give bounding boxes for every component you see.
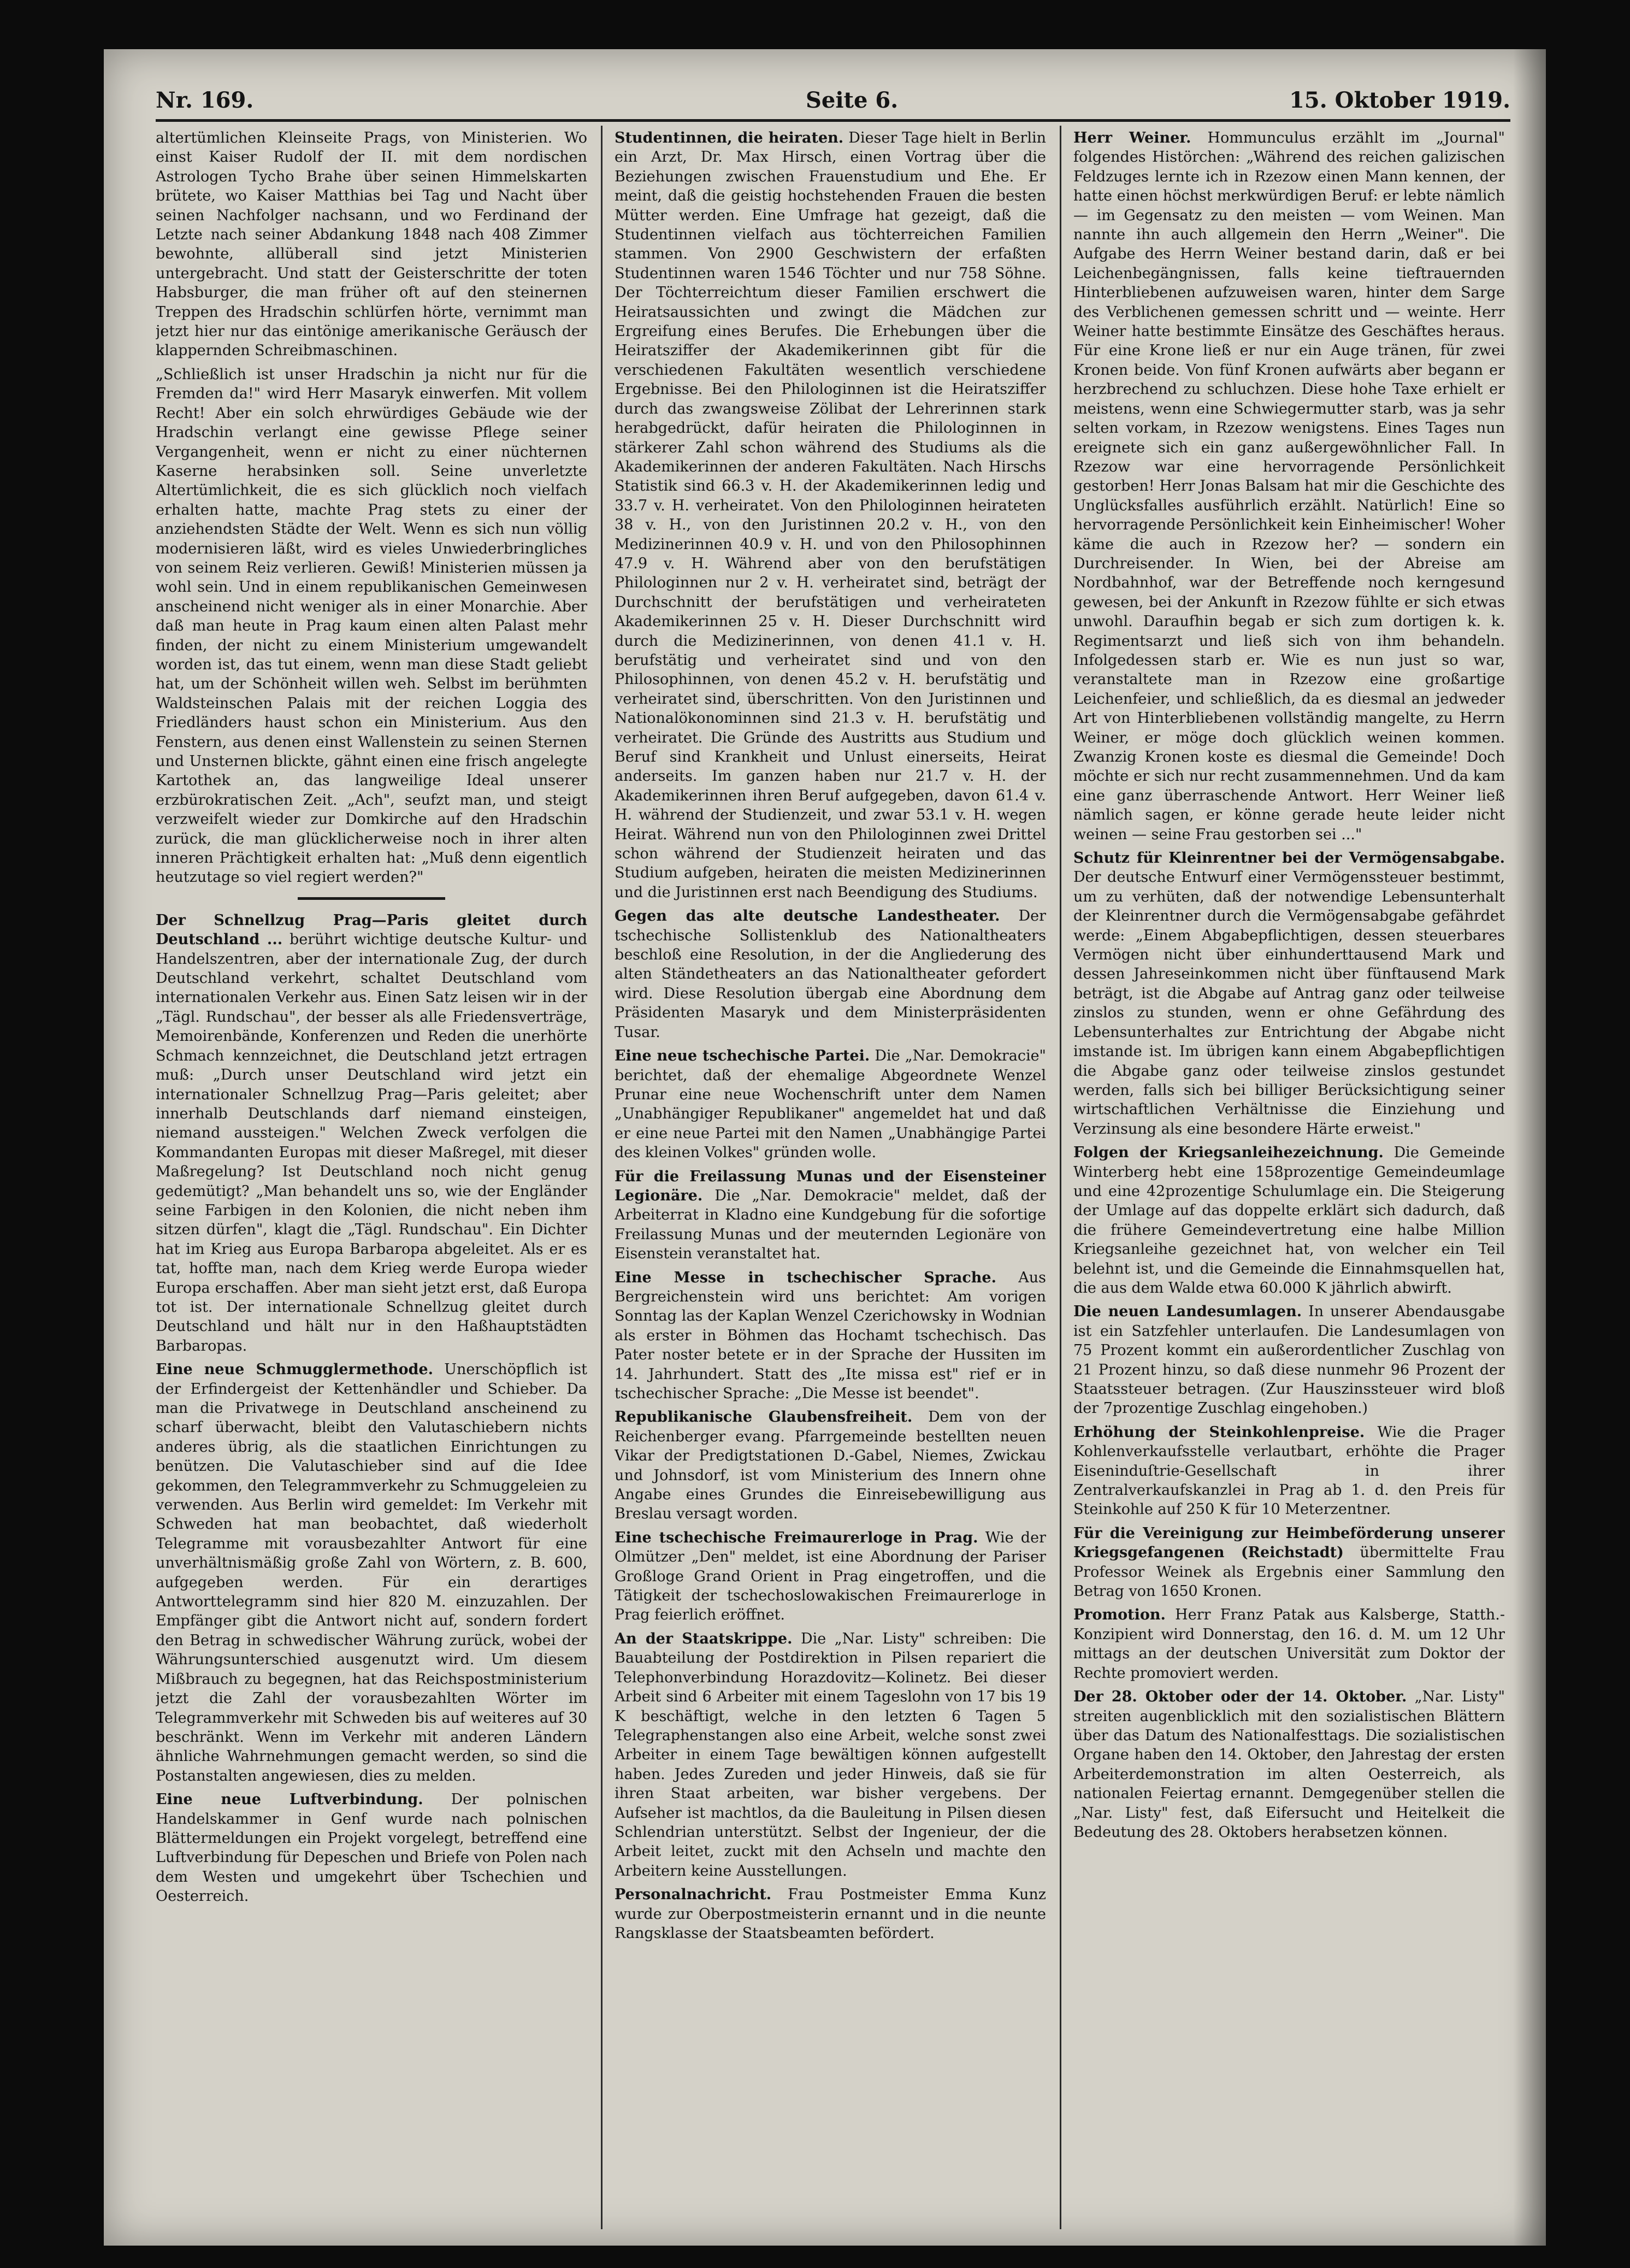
issue-number: Nr. 169. — [156, 87, 254, 113]
article-item — [615, 1268, 1046, 1404]
column-3 — [1073, 128, 1505, 2226]
article-lead: Herr Weiner. — [1073, 129, 1191, 146]
article-item — [156, 911, 587, 1356]
article-item — [156, 1790, 587, 1906]
article-text: Wie die Prager Kohlenverkaufsstelle verlautbart, erhöhte die Prager Eiseninduſtrie-Gesellschaft in ihrer Zentralverkaufskanzlei in Prag ab 1. d. den Preis für Steinkohle auf 250 K für 10 Meterzentner. — [1073, 1423, 1505, 1518]
article-text: Der deutsche Entwurf einer Vermögenssteuer bestimmt, um zu verhüten, daß der notwendige Lebensunterhalt der Kleinrentner durch die Vermögensabgabe gefährdet werde: „Einem Abgabepflichtigen, dessen steuerbares Vermögen nicht über einhunderttausend Mark und dessen Jahreseinkommen nicht über fünftausend Mark beträgt, ist die Abgabe auf Antrag ganz oder teilweise zinslos zu stunden, wenn er ohne Gefährdung des Lebensunterhaltes zur Entrichtung der Abgabe nicht imstande ist. Im übrigen kann einem Abgabepflichtigen die Abgabe ganz oder teilweise zinslos gestundet werden, falls sich bei billiger Berücksichtigung seiner wirtschaftlichen Verhältnisse die Einziehung und Verzinsung als eine besondere Härte erweist." — [1073, 869, 1505, 1138]
page-number: Seite 6. — [806, 87, 899, 113]
article-text: Hommunculus erzählt im „Journal" folgendes Histörchen: „Während des reichen galizischen Feldzuges lernte ich in Rzezow einen Mann kennen, der hatte einen höchst merkwürdigen Beruf: er lebte nämlich — im Gegensatz zu den meisten — vom Weinen. Man nannte ihn auch allgemein den Herrn „Weiner". Die Aufgabe des Herrn Weiner bestand darin, daß er bei Leichenbegängnissen, falls keine tieftrauernden Hinterbliebenen aufzuweisen waren, hinter dem Sarge des Verblichenen gemessen schritt und — weinte. Herr Weiner hatte bestimmte Einsätze des Geschäftes heraus. Für eine Krone ließ er nur ein Auge tränen, für zwei Kronen beide. Von fünf Kronen aufwärts aber begann er herzbrechend zu schluchzen. Diese hohe Taxe erhielt er meistens, wenn eine Schwiegermutter starb, was ja sehr selten vorkam, in Rzezow wenigstens. Eines Tages nun ereignete sich ein ganz außergewöhnlicher Fall. In Rzezow war eine hervorragende Persönlichkeit gestorben! Herr Jonas Balsam hat mir die Geschichte des Unglücksfalles ausführlich erzählt. Natürlich! Eine so hervorragende Persönlichkeit kein Einheimischer! Woher käme die auch in Rzezow her? — sondern ein Durchreisender. In Wien, bei der Abreise am Nordbahnhof, war der Betreffende noch kerngesund gewesen, bei der Ankunft in Rzezow fühlte er sich etwas unwohl. Daraufhin begab er sich zum dortigen k. k. Regimentsarzt und ließ sich von ihm behandeln. Infolgedessen starb er. Wie es nun just so war, veranstaltete man in Rzezow eine großartige Leichenfeier, und schließlich, da es diesmal an jedweder Art von Hinterbliebenen vollständig mangelte, zu Herrn Weiner, er möge doch glücklich weinen kommen. Zwanzig Kronen koste es diesmal die Gemeinde! Doch möchte er sich nur recht zusammennehmen. Und da kam eine ganz überraschende Antwort. Herr Weiner ließ nämlich sagen, er könne gerade heute leider nicht weinen — seine Frau gestorben sei ..." — [1073, 129, 1505, 843]
article-item — [615, 1885, 1046, 1943]
article-lead: Für die Vereinigung zur Heimbeförderung unserer Kriegsgefangenen (Reichstadt) — [1073, 1524, 1505, 1562]
article-lead: Der Schnellzug Prag—Paris gleitet durch Deutschland ... — [156, 911, 587, 949]
article-item — [1073, 128, 1505, 844]
article-text: berührt wichtige deutsche Kultur- und Handelszentren, aber der internationale Zug, der durch Deutschland verkehrt, schaltet Deutschland vom internationalen Verkehr aus. Einen Satz leisen wir in der „Tägl. Rundschau", der besser als alle Friedensverträge, Memoirenbände, Konferenzen und Reden die unerhörte Schmach kennzeichnet, die Deutschland jetzt ertragen muß: „Durch unser Deutschland wird jetzt ein internationaler Schnellzug Prag—Paris geleitet; aber innerhalb Deutschlands darf niemand einsteigen, niemand aussteigen." Welchen Zweck verfolgen die Kommandanten Europas mit dieser Maßregel, mit dieser Maßregelung? Ist Deutschland noch nicht genug gedemütigt? „Man behandelt uns so, wie der Engländer seine Farbigen in den Kolonien, die nicht neben ihm sitzen dürfen", klagt die „Tägl. Rundschau". Ein Dichter hat im Krieg aus Europa Barbaropa abgeleitet. Als er es tat, hoffte man, nach dem Krieg werde Europa wieder Europa erschaffen. Aber man sieht jetzt erst, daß Europa tot ist. Der internationale Schnellzug gleitet durch Deutschland und hält nur in den Haßhauptstädten Barbaropas. — [156, 931, 587, 1354]
article-lead: Die neuen Landesumlagen. — [1073, 1303, 1302, 1321]
issue-date: 15. Oktober 1919. — [1289, 87, 1510, 113]
article-item — [615, 1528, 1046, 1625]
article-text: Die Gemeinde Winterberg hebt eine 158prozentige Gemeindeumlage und eine 42prozentige Schulumlage ein. Die Steigerung der Umlage auf das doppelte erklärt sich dadurch, daß die frühere Gemeindevertretung eine halbe Million Kriegsanleihe gezeichnet hat, von welcher ein Teil belehnt ist, und die Gemeinde die Einnahmsquellen hat, die aus dem Walde etwa 60.000 K jährlich abwirft. — [1073, 1144, 1505, 1297]
article-lead: Eine neue Luftverbindung. — [156, 1791, 423, 1808]
article-lead: Für die Freilassung Munas und der Eisensteiner Legionäre. — [615, 1168, 1046, 1204]
article-text: Der polnischen Handelskammer in Genf wurde nach polnischen Blättermeldungen ein Projekt vorgelegt, betreffend eine Luftverbindung für Depeschen und Briefe von Polen nach dem Westen und umgekehrt über Tschechien und Oesterreich. — [156, 1791, 587, 1905]
article-lead: Promotion. — [1073, 1606, 1166, 1624]
article-item — [1073, 1423, 1505, 1519]
article-item — [615, 1167, 1046, 1264]
column-2 — [615, 128, 1046, 2226]
article-lead: Personalnachricht. — [615, 1886, 772, 1904]
article-item — [1073, 1302, 1505, 1418]
article-lead: Eine tschechische Freimaurerloge in Prag. — [615, 1529, 978, 1546]
article-text: Herr Franz Patak aus Kalsberge, Statth.-Konzipient wird Donnerstag, den 16. d. M. um 12 Uhr mittags an der deutschen Universität zum Doktor der Rechte promoviert werden. — [1073, 1606, 1505, 1682]
article-lead: Erhöhung der Steinkohlenpreise. — [1073, 1423, 1365, 1441]
article-text: Dieser Tage hielt in Berlin ein Arzt, Dr. Max Hirsch, einen Vortrag über die Beziehungen zwischen Frauenstudium und Ehe. Er meint, daß die geistig hochstehenden Frauen die besten Mütter werden. Eine Umfrage hat gezeigt, daß die Studentinnen vielfach aus töchterreichen Familien stammen. Von 2900 Geschwistern der erfaßten Studentinnen waren 1546 Töchter und nur 758 Söhne. Der Töchterreichtum dieser Familien erschwert die Heiratsaussichten und zwingt die Mädchen zur Ergreifung eines Berufes. Die Erhebungen über die Heiratsziffer der Akademikerinnen gibt für die verschiedenen Fakultäten wesentlich verschiedene Ergebnisse. Bei den Philologinnen ist die Heiratsziffer durch das zwangsweise Zölibat der Lehrerinnen stark herabgedrückt, dafür heiraten die Philologinnen in stärkerer Zahl schon während des Studiums als die Akademikerinnen der anderen Fakultäten. Nach Hirschs Statistik sind 66.3 v. H. der Akademikerinnen ledig und 33.7 v. H. verheiratet. Von den Philologinnen heirateten 38 v. H., von den Juristinnen 20.2 v. H., von den Medizinerinnen 40.9 v. H. und von den Philosophinnen 47.9 v. H. Während aber von den berufstätigen Philologinnen nur 2 v. H. verheiratet sind, beträgt der Durchschnitt der berufstätigen und verheirateten Akademikerinnen 25 v. H. Dieser Durchschnitt wird durch die Medizinerinnen, von denen 41.1 v. H. berufstätig und verheiratet sind und von den Philosophinnen, von denen 45.2 v. H. berufstätig und verheiratet sind, überschritten. Von den Juristinnen und Nationalökonominnen sind 21.3 v. H. berufstätig und verheiratet. Die Gründe des Austritts aus Studium und Beruf sind Krankheit und Unlust einerseits, Heirat anderseits. Im ganzen haben nur 21.7 v. H. der Akademikerinnen ihren Beruf aufgegeben, davon 61.4 v. H. während der Studienzeit, und zwar 53.1 v. H. wegen Heirat. Während nun von den Philologinnen zwei Drittel schon während der Studienzeit heiraten und das Studium aufgeben, heiraten die meisten Medizinerinnen und die Juristinnen erst nach Beendigung des Studiums. — [615, 129, 1046, 901]
article-item — [615, 1629, 1046, 1881]
article-lead: Republikanische Glaubensfreiheit. — [615, 1409, 913, 1426]
article-item — [615, 906, 1046, 1042]
article-item — [156, 1360, 587, 1786]
newspaper-page — [104, 49, 1546, 2246]
article-text: Die „Nar. Listy" schreiben: Die Bauabteilung der Postdirektion in Pilsen repariert die Telephonverbindung Horazdovitz—Kolinetz. Bei dieser Arbeit sind 6 Arbeiter mit einem Tageslohn von 17 bis 19 K beschäftigt, welche in den letzten 6 Tagen 5 Telegraphenstangen also eine Arbeit, welche sonst zwei Arbeiter in einem Tage bewältigen können aufgestellt haben. Jedes Zureden und jeder Hinweis, daß sie für ihren Staat arbeiten, war bisher vergebens. Der Aufseher ist machtlos, da die Bauleitung in Pilsen diesen Schlendrian unterstützt. Selbst der Ingenieur, der die Arbeit leitet, zuckt mit den Achseln und machte den Arbeitern keine Ausstellungen. — [615, 1630, 1046, 1880]
column-divider — [1060, 126, 1061, 2229]
article-text: Wie der Olmützer „Den" meldet, ist eine Abordnung der Pariser Großloge Grand Orient in Prag eingetroffen, und die Tätigkeit der tschechoslowakischen Freimaurerloge in Prag feierlich eröffnet. — [615, 1529, 1046, 1624]
article-paragraph: altertümlichen Kleinseite Prags, von Ministerien. Wo einst Kaiser Rudolf der II. mit dem nordischen Astrologen Tycho Brahe über seinen Himmelskarten brütete, wo Kaiser Matthias bei Tag und Nacht über seinen Nachfolger nachsann, und wo Ferdinand der Letzte nach seiner Abdankung 1848 nach 408 Zimmer bewohnte, allüberall sind jetzt Ministerien untergebracht. Und statt der Geisterschritte der toten Habsburger, die man früher oft auf den steinernen Treppen des Hradschin schlürfen hörte, vernimmt man jetzt hier nur das eintönige amerikanische Geräusch der klappernden Schreibmaschinen. — [156, 129, 587, 360]
article-item — [615, 1407, 1046, 1523]
article-lead: Der 28. Oktober oder der 14. Oktober. — [1073, 1688, 1407, 1706]
article-text: Frau Postmeister Emma Kunz wurde zur Oberpostmeisterin ernannt und in die neunte Rangsklasse der Staatsbeamten befördert. — [615, 1886, 1046, 1942]
article-item — [1073, 1143, 1505, 1298]
article-text: „Nar. Listy" streiten augenblicklich mit den sozialistischen Blättern über das Datum des Nationalfesttags. Die sozialistischen Organe haben den 14. Oktober, den Jahrestag der ersten Arbeiterdemonstration im alten Oesterreich, als nationalen Feiertag ernannt. Demgegenüber stellen die „Nar. Listy" fest, daß Eifersucht und Heitelkeit die Bedeutung des 28. Oktobers herabsetzen können. — [1073, 1688, 1505, 1841]
article-lead: Eine Messe in tschechischer Sprache. — [615, 1269, 997, 1286]
article-lead: Gegen das alte deutsche Landestheater. — [615, 908, 1000, 925]
article-lead: Studentinnen, die heiraten. — [615, 129, 844, 146]
column-divider — [601, 126, 603, 2229]
article-paragraph: „Schließlich ist unser Hradschin ja nicht nur für die Fremden da!" wird Herr Masaryk einwerfen. Mit vollem Recht! Aber ein solch ehrwürdiges Gebäude wie der Hradschin verlangt eine gewisse Pflege seiner Vergangenheit, wenn er nicht zu einer nüchternen Kaserne herabsinken soll. Seine unverletzte Altertümlichkeit, die es sich glücklich noch vielfach erhalten hatte, machte Prag stets zu einer der anziehendsten Städte der Welt. Wenn es sich nun völlig modernisieren läßt, wird es vieles Unwiederbringliches von seinem Reiz verlieren. Gewiß! Ministerien müssen ja wohl sein. Und in einem republikanischen Gemeinwesen anscheinend nicht weniger als in einer Monarchie. Aber daß man heute in Prag kaum einen alten Palast mehr finden, der nicht zu einem Ministerium umgewandelt worden ist, das tut einem, wenn man diese Stadt geliebt hat, um der Schönheit willen weh. Selbst im berühmten Waldsteinschen Palais mit der reichen Loggia des Friedländers haust schon ein Ministerium. Aus den Fenstern, aus denen einst Wallenstein zu seinen Sternen und Unsternen blickte, gähnt einen eine frisch angelegte Kartothek an, das langweilige Ideal unserer erzbürokratischen Zeit. „Ach", seufzt man, und steigt verzweifelt wieder zur Domkirche auf den Hradschin zurück, die man glücklicherweise noch in ihrer alten inneren Prächtigkeit erhalten hat: „Muß denn eigentlich heutzutage so viel regiert werden?" — [156, 366, 587, 886]
column-1 — [156, 128, 587, 2226]
article-lead: Schutz für Kleinrentner bei der Vermögensabgabe. — [1073, 850, 1505, 867]
article-text: Aus Bergreichenstein wird uns berichtet: Am vorigen Sonntag las der Kaplan Wenzel Czerichowsky in Wodnian als erster in Böhmen das Hochamt tschechisch. Das Pater noster betete er in der Sprache der Hussiten im 14. Jahrhundert. Statt des „Ite missa est" rief er in tschechischer Sprache: „Die Messe ist beendet". — [615, 1269, 1046, 1402]
article-item — [1073, 1524, 1505, 1601]
article-lead: Eine neue tschechische Partei. — [615, 1047, 870, 1065]
article-lead: Eine neue Schmugglermethode. — [156, 1361, 433, 1379]
header-rule — [156, 119, 1510, 122]
article-separator — [298, 897, 445, 900]
article-text: Der tschechische Sollistenklub des Nationaltheaters beschloß eine Resolution, in der die Angliederung des alten Ständetheaters an das Nationaltheater gefordert wird. Diese Resolution übergab eine Abordnung dem Präsidenten Masaryk und dem Ministerpräsidenten Tusar. — [615, 908, 1046, 1041]
page-fold-shadow — [1513, 49, 1546, 2246]
article-item — [615, 128, 1046, 902]
article-text: Die „Nar. Demokracie" meldet, daß der Arbeiterrat in Kladno eine Kundgebung für die sofortige Freilassung Munas und der meuternden Legionäre von Eisenstein veranstaltet hat. — [615, 1187, 1046, 1263]
article-item — [615, 1046, 1046, 1162]
article-item — [1073, 1605, 1505, 1683]
article-text: Die „Nar. Demokracie" berichtet, daß der ehemalige Abgeordnete Wenzel Prunar eine neue Wochenschrift unter dem Namen „Unabhängiger Republikaner" angemeldet hat und daß er eine neue Partei mit den Namen „Unabhängige Partei des kleinen Volkes" gründen wolle. — [615, 1047, 1046, 1162]
article-item — [1073, 1687, 1505, 1842]
article-lead: An der Staatskrippe. — [615, 1630, 793, 1647]
article-text: In unserer Abendausgabe ist ein Satzfehler unterlaufen. Die Landesumlagen von 75 Prozent kommt ein außerordentlicher Zuschlag von 21 Prozent hinzu, so daß diese nunmehr 96 Prozent der Staatssteuer betragen. (Zur Hauszinssteuer wird bloß der 7prozentige Zuschlag eingehoben.) — [1073, 1303, 1505, 1417]
article-text: Dem von der Reichenberger evang. Pfarrgemeinde bestellten neuen Vikar der Predigtstationen D.-Gabel, Niemes, Zwickau und Johnsdorf, ist vom Ministerium des Innern ohne Angabe eines Grundes die Einreisebewilligung aus Breslau versagt worden. — [615, 1409, 1046, 1523]
article-text: übermittelte Frau Professor Weinek als Ergebnis einer Sammlung den Betrag von 1650 Kronen. — [1073, 1544, 1505, 1600]
article-text: Unerschöpflich ist der Erfindergeist der Kettenhändler und Schieber. Da man die Privatwege in Deutschland anscheinend zu scharf überwacht, bleibt den Valutaschiebern nichts anderes übrig, als die staatlichen Einrichtungen zu benützen. Die Valutaschieber sind auf die Idee gekommen, den Telegrammverkehr zu Schmuggeleien zu verwenden. Aus Berlin wird gemeldet: Im Verkehr mit Schweden hat man beobachtet, daß wiederholt Telegramme mit vorausbezahlter Antwort für eine unverhältnismäßig große Zahl von Wörtern, z. B. 600, aufgegeben werden. Für ein derartiges Antworttelegramm sind hier 820 M. einzuzahlen. Der Empfänger gibt die Antwort nicht auf, sondern fordert den Betrag in schwedischer Währung zurück, wobei der Währungsunterschied ausgenutzt wird. Um diesem Mißbrauch zu begegnen, hat das Reichspostministerium jetzt die Zahl der vorausbezahlten Wörter im Telegrammverkehr mit Schweden bis auf weiteres auf 30 beschränkt. Wenn im Verkehr mit anderen Ländern ähnliche Wahrnehmungen gemacht werden, so sind die Postanstalten angewiesen, dies zu melden. — [156, 1361, 587, 1784]
article-lead: Folgen der Kriegsanleihezeichnung. — [1073, 1144, 1384, 1162]
article-item — [1073, 849, 1505, 1139]
